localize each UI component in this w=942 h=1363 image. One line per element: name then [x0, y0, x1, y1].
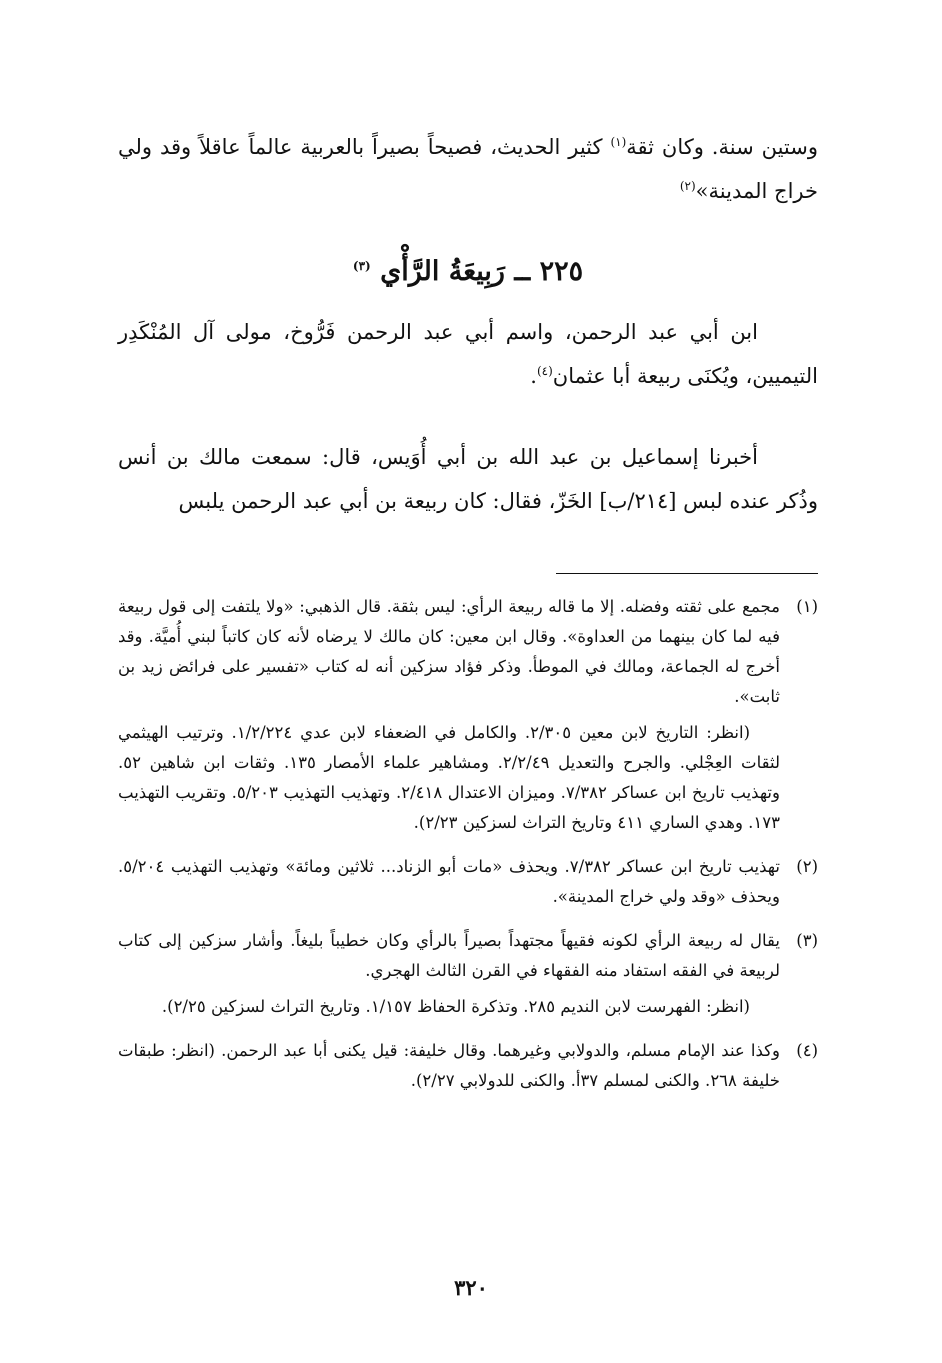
- footnote-1: [118, 592, 818, 844]
- page-number: ٣٢٠: [454, 1275, 488, 1300]
- entry-heading: [118, 250, 818, 294]
- biography-text: ابن أبي عبد الرحمن، واسم أبي عبد الرحمن فَرُّوخ، مولى آل المُنْكَدِر التيميين، ويُكنَى ربيعة أبا عثمان: [118, 320, 818, 388]
- footnote-number: (٣): [796, 931, 818, 950]
- entry-heading-text: ٢٢٥ ــ رَبِيعَةُ الرَّأْي: [380, 256, 584, 287]
- intro-paragraph: [118, 125, 818, 213]
- footnote-paragraph: يقال له ربيعة الرأي لكونه فقيهاً مجتهداً بصيراً بالرأي وكان خطيباً بليغاً. وأشار سزكين إلى كتاب لربيعة في الفقه استفاد منه الفقهاء في القرن الثالث الهجري.: [118, 931, 780, 980]
- footnote-ref-3: (٣): [352, 259, 371, 273]
- intro-text-part2: كثير الحديث، فصيحاً بصيراً بالعربية عالماً عاقلاً وقد ولي خراج المدينة»: [118, 135, 818, 203]
- footnote-ref-2: (٢): [679, 179, 696, 193]
- biography-paragraph: [118, 310, 818, 398]
- footnote-number: (٢): [796, 857, 818, 876]
- footnotes-section: [118, 592, 818, 1110]
- footnote-body: [118, 926, 780, 1028]
- footnote-ref-1: (١): [610, 135, 627, 149]
- footnote-body: [118, 592, 780, 844]
- footnote-2: [118, 852, 818, 918]
- footnote-separator: [556, 573, 818, 574]
- footnote-number: (١): [796, 597, 818, 616]
- footnote-paragraph: تهذيب تاريخ ابن عساكر ٧/٣٨٢. ويحذف «مات أبو الزناد... ثلاثين ومائة» وتهذيب التهذيب ٥/٢٠٤. ويحذف «وقد ولي خراج المدينة».: [118, 857, 780, 906]
- footnote-body: [118, 852, 780, 918]
- biography-end: .: [530, 364, 537, 388]
- intro-text-part1: وستين سنة. وكان ثقة: [626, 135, 818, 159]
- footnote-number: (٤): [796, 1041, 818, 1060]
- narration-paragraph: [118, 435, 818, 523]
- narration-text: أخبرنا إسماعيل بن عبد الله بن أبي أُوَيس، قال: سمعت مالك بن أنس وذُكر عنده لبس [٢١٤/ب] الخَزّ، فقال: كان ربيعة بن أبي عبد الرحمن يلبس: [118, 445, 818, 513]
- footnote-3: [118, 926, 818, 1028]
- footnote-paragraph: وكذا عند الإمام مسلم، والدولابي وغيرهما. وقال خليفة: قيل يكنى أبا عبد الرحمن. (انظر: طبقات خليفة ٢٦٨. والكنى لمسلم ٣٧أ. والكنى للدولابي ٢/٢٧).: [118, 1041, 780, 1090]
- footnote-paragraph: مجمع على ثقته وفضله. إلا ما قاله ربيعة الرأي: ليس بثقة. قال الذهبي: «ولا يلتفت إلى قول ربيعة فيه لما كان بينهما من العداوة». وقال ابن معين: كان مالك لا يرضاه لأنه كان كاتباً لبني أُميَّة. وقد أخرج له الجماعة، ومالك في الموطأ. وذكر فؤاد سزكين أنه له كتاب «تفسير على فرائض زيد بن ثابت».: [118, 597, 780, 706]
- footnote-paragraph: (انظر: الفهرست لابن النديم ٢٨٥. وتذكرة الحفاظ ١/١٥٧. وتاريخ التراث لسزكين ٢/٢٥).: [161, 997, 750, 1016]
- footnote-paragraph: (انظر: التاريخ لابن معين ٢/٣٠٥. والكامل في الضعفاء لابن عدي ١/٢/٢٢٤. وترتيب الهيثمي لثقات العِجْلي. والجرح والتعديل ٢/٢/٤٩. ومشاهير علماء الأمصار ١٣٥. وثقات ابن شاهين ٥٢. وتهذيب تاريخ ابن عساكر ٧/٣٨٢. وميزان الاعتدال ٢/٤١٨. وتهذيب التهذيب ٥/٢٠٣. وتقريب التهذيب ١٧٣. وهدي الساري ٤١١ وتاريخ التراث لسزكين ٢/٢٣).: [118, 723, 780, 832]
- footnote-body: [118, 1036, 780, 1102]
- footnote-4: [118, 1036, 818, 1102]
- footnote-ref-4: (٤): [536, 364, 553, 378]
